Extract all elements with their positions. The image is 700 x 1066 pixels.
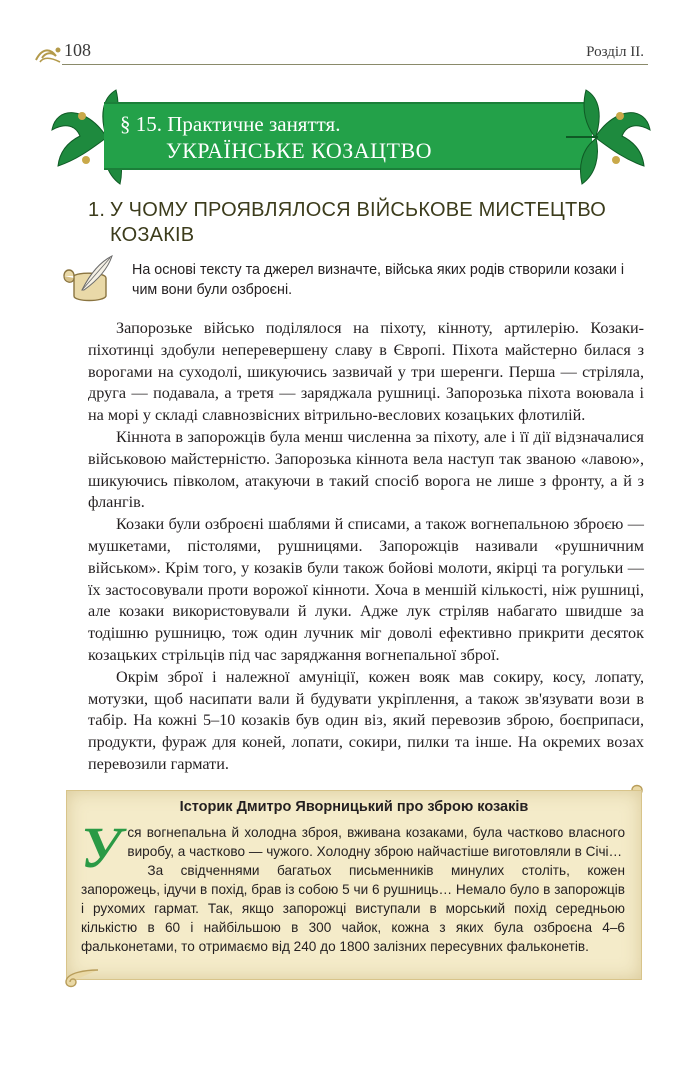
oak-leaf-ornament-icon <box>566 86 656 188</box>
vine-ornament-icon <box>34 40 64 66</box>
quill-scroll-icon <box>60 254 114 304</box>
task-instruction: На основі тексту та джерел визначте, війська яких родів створили козаки і чим вони були озброєні. <box>132 262 625 298</box>
source-paragraph-2: За свідченнями багатьох письменників минулих століть, кожен запорожець, ідучи в похід, брав із собою 5 чи 6 рушниць… Немало було в запорожців і рухомих гармат. Так, якщо запорожці виступали в морський похід середньою кількістю в 60 і найбільшою в 300 чайок, кожна з яких була озброєна 4–6 фальконетами, то отримаємо від 240 до 1800 залізних пересувних фальконетів. <box>81 863 625 954</box>
paragraph-weapons: Козаки були озброєні шаблями й списами, а також вогнепальною зброєю — мушкетами, пістолями, рушницями. Запорожців називали «рушничним військом». Крім того, у козаків були також бойові молоти, якірці та рогульки — їх застосовували проти ворожої кінноти. Хоча в меншій кількості, ніж рушниці, але козаки використовували й луки. Адже лук стріляв набагато швидше за тодішню рушницю, тож один лучник міг доволі ефективно прикрити десяток козацьких стрільців під час заряджання вогнепальної зброї. <box>88 515 644 664</box>
section-label: Розділ II. <box>586 44 644 60</box>
paragraph-equipment: Окрім зброї і належної амуніції, кожен вояк мав сокиру, косу, лопату, мотузки, щоб насипати вали й будувати укріплення, а також зв'язувати вози в табір. На кожні 5–10 козаків був один віз, який перевозив зброю, боєприпаси, продукти, фураж для коней, лопати, сокири, пилки та інше. На окремих возах перевозили гармати. <box>88 667 644 773</box>
paragraph-cavalry: Кіннота в запорожців була менш численна за піхоту, але і її дії відзначалися військовою майстерністю. Запорозька кіннота вела наступ так званою «лавою», шикуючись півколом, атакуючи в такий спосіб ворога не лише з фронту, а й з флангів. <box>88 427 644 512</box>
main-text <box>88 318 644 776</box>
section-heading-number: 1. <box>88 199 106 221</box>
source-paragraph-1 <box>81 815 625 880</box>
paragraph-infantry: Запорозьке військо поділялося на піхоту, кінноту, артилерію. Козаки-піхотинці здобули неперевершену славу в Європі. Піхота майстерно билася з ворогами на суходолі, шикуючись зазвичай у три шеренги. Перша — стріляла, друга — подавала, а третя — заряджала рушниці. Запорозька піхота воювала і на морі у складі славнозвісних вітрильно-веслових козацьких флотилій. <box>88 319 644 425</box>
source-paragraph-1-text: ся вогнепальна й холодна зброя, вживана козаками, була частково власного виробу, а частково — чужого. Холодну зброю найчастіше виготовляли в Січі… <box>127 825 625 859</box>
historical-source-box <box>66 790 642 980</box>
page-number: 108 <box>64 40 91 60</box>
lesson-number-title: § 15. Практичне заняття. <box>120 112 341 136</box>
header-rule <box>62 64 648 65</box>
section-heading-text: У ЧОМУ ПРОЯВЛЯЛОСЯ ВІЙСЬКОВЕ МИСТЕЦТВО КОЗАКІВ <box>110 199 606 246</box>
lesson-topic-title: УКРАЇНСЬКЕ КОЗАЦТВО <box>166 138 433 163</box>
source-text <box>81 815 625 956</box>
source-dropcap: У <box>81 815 122 880</box>
scroll-curl-decoration <box>60 968 100 990</box>
lesson-banner <box>46 86 656 188</box>
section-heading <box>88 198 608 248</box>
source-title: Історик Дмитро Яворницький про зброю козаків <box>179 799 529 815</box>
banner-band <box>104 102 592 170</box>
